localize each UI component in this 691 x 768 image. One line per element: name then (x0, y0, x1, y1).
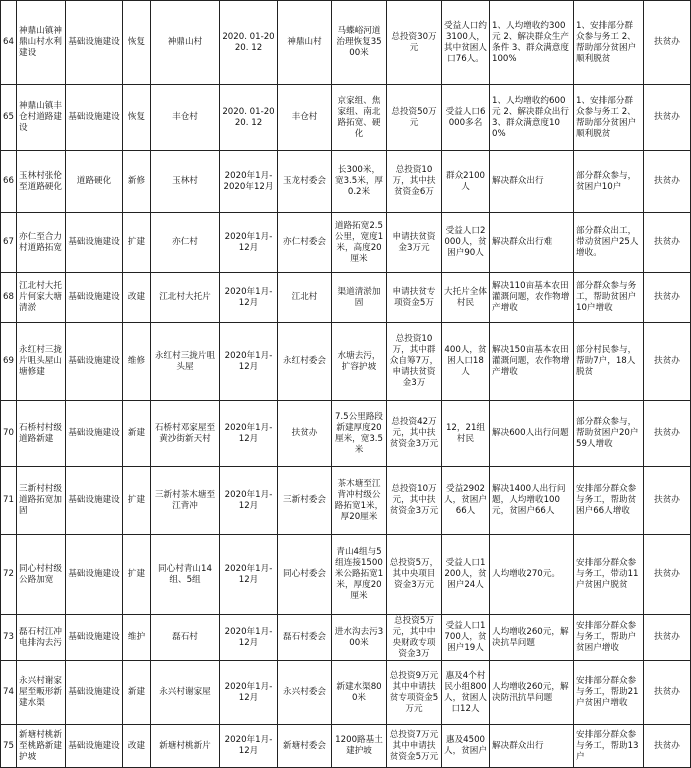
table-row (1, 323, 691, 401)
project-type-cell: 基础设施建设 (66, 661, 123, 725)
site-cell: 玉林村 (151, 151, 220, 213)
responsible-unit-cell: 神鼎山村 (278, 1, 332, 85)
period-cell: 2020年1月-12月 (220, 467, 278, 535)
construction-nature-cell: 恢复 (123, 1, 151, 85)
construction-content-cell: 水塘去污，扩容护坡 (332, 323, 387, 401)
period-cell: 2020年1月-12月 (220, 401, 278, 467)
table-row (1, 661, 691, 725)
project-name-cell: 磊石村江冲电排沟去污 (17, 615, 66, 661)
poverty-link-cell: 安排部分群众参与务工，带动11户贫困户脱贫 (574, 535, 644, 615)
project-name-cell: 江北村大托片何家大塘清淤 (17, 273, 66, 323)
benefit-mechanism-cell: 人均增收260元，解决抗旱问题 (490, 615, 574, 661)
table-row (1, 1, 691, 85)
responsible-unit-cell: 玉龙村委会 (278, 151, 332, 213)
row-number-cell: 75 (1, 725, 17, 768)
construction-content-cell: 茶木塘至江背冲村级公路拓宽1米，厚20厘米 (332, 467, 387, 535)
beneficiaries-cell: 惠及4500人，贫困户 (442, 725, 490, 768)
site-cell: 神鼎山村 (151, 1, 220, 85)
poverty-link-cell: 部分群众出工，带动贫困户25人增收。 (574, 213, 644, 273)
project-name-cell: 亦仁至合力村道路拓宽 (17, 213, 66, 273)
site-cell: 江北村大托片 (151, 273, 220, 323)
period-cell: 2020年1月-12月 (220, 615, 278, 661)
beneficiaries-cell: 12，21组村民 (442, 401, 490, 467)
poverty-link-cell: 安排部分群众参与务工，帮助13户 (574, 725, 644, 768)
investment-cell: 总投资9万元其中申请扶贫专项资金5万元 (387, 661, 442, 725)
construction-content-cell: 青山4组与5组连接1500米公路拓宽1米，厚度20厘米 (332, 535, 387, 615)
department-cell: 扶贫办 (644, 1, 691, 85)
project-name-cell: 新塘村桃新至桃路新建护坡 (17, 725, 66, 768)
row-number-cell: 65 (1, 85, 17, 151)
construction-content-cell: 道路拓宽2.5公里，宽度1米，高度20厘米 (332, 213, 387, 273)
responsible-unit-cell: 亦仁村委会 (278, 213, 332, 273)
row-number-cell: 69 (1, 323, 17, 401)
project-type-cell: 基础设施建设 (66, 273, 123, 323)
project-type-cell: 基础设施建设 (66, 323, 123, 401)
site-cell: 永红村三拢片咀头屋 (151, 323, 220, 401)
department-cell: 扶贫办 (644, 151, 691, 213)
beneficiaries-cell: 惠及4个村民小组800人，贫困人口12人 (442, 661, 490, 725)
construction-nature-cell: 新建 (123, 401, 151, 467)
investment-cell: 总投资10万元，其中扶贫资金3万元 (387, 467, 442, 535)
period-cell: 2020年1月-12月 (220, 323, 278, 401)
site-cell: 石桥村邓家屋至黄沙街新天村 (151, 401, 220, 467)
period-cell: 2020年1月-12月 (220, 273, 278, 323)
project-name-cell: 神鼎山镇丰仓村道路建设 (17, 85, 66, 151)
period-cell: 2020. 01-2020. 12 (220, 1, 278, 85)
row-number-cell: 72 (1, 535, 17, 615)
site-cell: 亦仁村 (151, 213, 220, 273)
project-type-cell: 基础设施建设 (66, 401, 123, 467)
period-cell: 2020年1月-12月 (220, 213, 278, 273)
department-cell: 扶贫办 (644, 213, 691, 273)
project-name-cell: 石桥村村级道路新建 (17, 401, 66, 467)
poverty-link-cell: 安排部分群众参与务工，帮助户贫困户增收 (574, 615, 644, 661)
investment-cell: 总投资42万元，其中扶贫资金3万元 (387, 401, 442, 467)
project-name-cell: 玉林村张伦至道路硬化 (17, 151, 66, 213)
investment-cell: 总投资5万元，其中中央财政专项资金3万 (387, 615, 442, 661)
department-cell: 扶贫办 (644, 535, 691, 615)
benefit-mechanism-cell: 解决群众出行 (490, 151, 574, 213)
table-row (1, 467, 691, 535)
project-type-cell: 基础设施建设 (66, 213, 123, 273)
table-row (1, 85, 691, 151)
row-number-cell: 64 (1, 1, 17, 85)
table-row (1, 615, 691, 661)
project-type-cell: 基础设施建设 (66, 1, 123, 85)
benefit-mechanism-cell: 解决150亩基本农田灌溉问题，农作物增产增收 (490, 323, 574, 401)
department-cell: 扶贫办 (644, 467, 691, 535)
site-cell: 新塘村桃新片 (151, 725, 220, 768)
poverty-link-cell: 部分村民参与，帮助7户，18人脱贫 (574, 323, 644, 401)
responsible-unit-cell: 永红村委会 (278, 323, 332, 401)
construction-nature-cell: 改建 (123, 273, 151, 323)
poverty-link-cell: 1、安排部分群众参与务工 2、帮助部分贫困户顺利脱贫 (574, 1, 644, 85)
period-cell: 2020. 01-2020. 12 (220, 85, 278, 151)
department-cell: 扶贫办 (644, 273, 691, 323)
row-number-cell: 68 (1, 273, 17, 323)
row-number-cell: 73 (1, 615, 17, 661)
table-row (1, 213, 691, 273)
construction-content-cell: 1200路基土建护坡 (332, 725, 387, 768)
construction-nature-cell: 维修 (123, 323, 151, 401)
project-name-cell: 同心村村级公路加宽 (17, 535, 66, 615)
site-cell: 三新村茶木塘至江背冲 (151, 467, 220, 535)
department-cell: 扶贫办 (644, 323, 691, 401)
responsible-unit-cell: 三新村委会 (278, 467, 332, 535)
construction-content-cell: 长300米，宽3.5米，厚0.2米 (332, 151, 387, 213)
construction-nature-cell: 扩建 (123, 535, 151, 615)
benefit-mechanism-cell: 解决600人出行问题 (490, 401, 574, 467)
construction-nature-cell: 新建 (123, 661, 151, 725)
investment-cell: 总投资5万，其中央项目资金3万元 (387, 535, 442, 615)
investment-cell: 总投资10万，其中扶贫资金6万 (387, 151, 442, 213)
period-cell: 2020年1月-12月 (220, 661, 278, 725)
benefit-mechanism-cell: 解决1400人出行问题，人均增收100元，贫困户66人 (490, 467, 574, 535)
row-number-cell: 70 (1, 401, 17, 467)
beneficiaries-cell: 400人，贫困人口18人 (442, 323, 490, 401)
beneficiaries-cell: 群众2100人 (442, 151, 490, 213)
row-number-cell: 66 (1, 151, 17, 213)
benefit-mechanism-cell: 人均增收270元。 (490, 535, 574, 615)
beneficiaries-cell: 大托片全体村民 (442, 273, 490, 323)
responsible-unit-cell: 江北村 (278, 273, 332, 323)
investment-cell: 总投资50万元 (387, 85, 442, 151)
project-type-cell: 基础设施建设 (66, 615, 123, 661)
beneficiaries-cell: 受益人口1200人，贫困户24人 (442, 535, 490, 615)
site-cell: 永兴村谢家屋 (151, 661, 220, 725)
beneficiaries-cell: 受益人口2000人，贫困户90人 (442, 213, 490, 273)
responsible-unit-cell: 新塘村委会 (278, 725, 332, 768)
table-row (1, 151, 691, 213)
poverty-link-cell: 部分群众参与，帮助贫困户20户59人增收 (574, 401, 644, 467)
construction-nature-cell: 扩建 (123, 467, 151, 535)
project-type-cell: 基础设施建设 (66, 535, 123, 615)
investment-cell: 申请扶贫专项资金5万 (387, 273, 442, 323)
department-cell: 扶贫办 (644, 725, 691, 768)
site-cell: 同心村青山14组、5组 (151, 535, 220, 615)
row-number-cell: 67 (1, 213, 17, 273)
investment-cell: 总投资10万，其中群众自筹7万，申请扶贫资金3万 (387, 323, 442, 401)
construction-content-cell: 新建水渠800米 (332, 661, 387, 725)
benefit-mechanism-cell: 人均增收260元，解决防汛抗旱问题 (490, 661, 574, 725)
project-type-cell: 基础设施建设 (66, 85, 123, 151)
investment-cell: 总投资30万元 (387, 1, 442, 85)
table-row (1, 535, 691, 615)
poverty-link-cell: 安排部分群众参与务工，帮助21户贫困户增收 (574, 661, 644, 725)
construction-nature-cell: 恢复 (123, 85, 151, 151)
project-name-cell: 永红村三拢片咀头屋山塘修建 (17, 323, 66, 401)
construction-content-cell: 京家组、焦家组、南北路拓宽、硬化 (332, 85, 387, 151)
department-cell: 扶贫办 (644, 401, 691, 467)
construction-nature-cell: 新修 (123, 151, 151, 213)
department-cell: 扶贫办 (644, 661, 691, 725)
responsible-unit-cell: 丰仓村 (278, 85, 332, 151)
investment-cell: 总投资7万元其中申请扶贫资金5万元 (387, 725, 442, 768)
construction-content-cell: 进水沟去污300米 (332, 615, 387, 661)
construction-nature-cell: 扩建 (123, 213, 151, 273)
period-cell: 2020年1月-12月 (220, 725, 278, 768)
construction-content-cell: 7.5公里路段新建厚度20厘米，宽3.5米 (332, 401, 387, 467)
responsible-unit-cell: 扶贫办 (278, 401, 332, 467)
responsible-unit-cell: 同心村委会 (278, 535, 332, 615)
project-name-cell: 三新村村级道路拓宽加固 (17, 467, 66, 535)
construction-nature-cell: 改建 (123, 725, 151, 768)
benefit-mechanism-cell: 解决群众出行难 (490, 213, 574, 273)
project-type-cell: 基础设施建设 (66, 467, 123, 535)
responsible-unit-cell: 永兴村委会 (278, 661, 332, 725)
poverty-link-cell: 部分群众参与务工，帮助贫困户10户增收 (574, 273, 644, 323)
beneficiaries-cell: 受益人口约3100人，其中贫困人口76人。 (442, 1, 490, 85)
project-name-cell: 神鼎山镇神鼎山村水利建设 (17, 1, 66, 85)
department-cell: 扶贫办 (644, 85, 691, 151)
beneficiaries-cell: 受益人口6000多名 (442, 85, 490, 151)
benefit-mechanism-cell: 解决110亩基本农田灌溉问题，农作物增产增收 (490, 273, 574, 323)
investment-cell: 申请扶贫资金3万元 (387, 213, 442, 273)
beneficiaries-cell: 受益人口1700人，贫困户19人 (442, 615, 490, 661)
table-row (1, 273, 691, 323)
project-type-cell: 道路硬化 (66, 151, 123, 213)
benefit-mechanism-cell: 1、人均增收约600元 2、解决群众出行 3、群众满意度100% (490, 85, 574, 151)
site-cell: 丰仓村 (151, 85, 220, 151)
row-number-cell: 74 (1, 661, 17, 725)
poverty-link-cell: 安排部分群众参与务工，帮助贫困户66人增收 (574, 467, 644, 535)
poverty-link-cell: 1、安排部分群众参与务工 2、帮助部分贫困户顺利脱贫 (574, 85, 644, 151)
benefit-mechanism-cell: 1、人均增收约300元 2、解决群众生产条件 3、群众满意度100% (490, 1, 574, 85)
project-name-cell: 永兴村谢家屋至畈形新建水渠 (17, 661, 66, 725)
department-cell: 扶贫办 (644, 615, 691, 661)
period-cell: 2020年1月-2020年12月 (220, 151, 278, 213)
site-cell: 磊石村 (151, 615, 220, 661)
row-number-cell: 71 (1, 467, 17, 535)
table-row (1, 725, 691, 768)
construction-nature-cell: 维护 (123, 615, 151, 661)
period-cell: 2020年1月-12月 (220, 535, 278, 615)
project-table-body (1, 1, 691, 768)
construction-content-cell: 渠道清淤加固 (332, 273, 387, 323)
table-row (1, 401, 691, 467)
responsible-unit-cell: 磊石村委会 (278, 615, 332, 661)
benefit-mechanism-cell: 解决群众出行 (490, 725, 574, 768)
beneficiaries-cell: 受益2902人，贫困户66人 (442, 467, 490, 535)
project-type-cell: 基础设施建设 (66, 725, 123, 768)
construction-content-cell: 马蝶峪河道治理恢复3500米 (332, 1, 387, 85)
poverty-link-cell: 部分群众参与，贫困户10户 (574, 151, 644, 213)
